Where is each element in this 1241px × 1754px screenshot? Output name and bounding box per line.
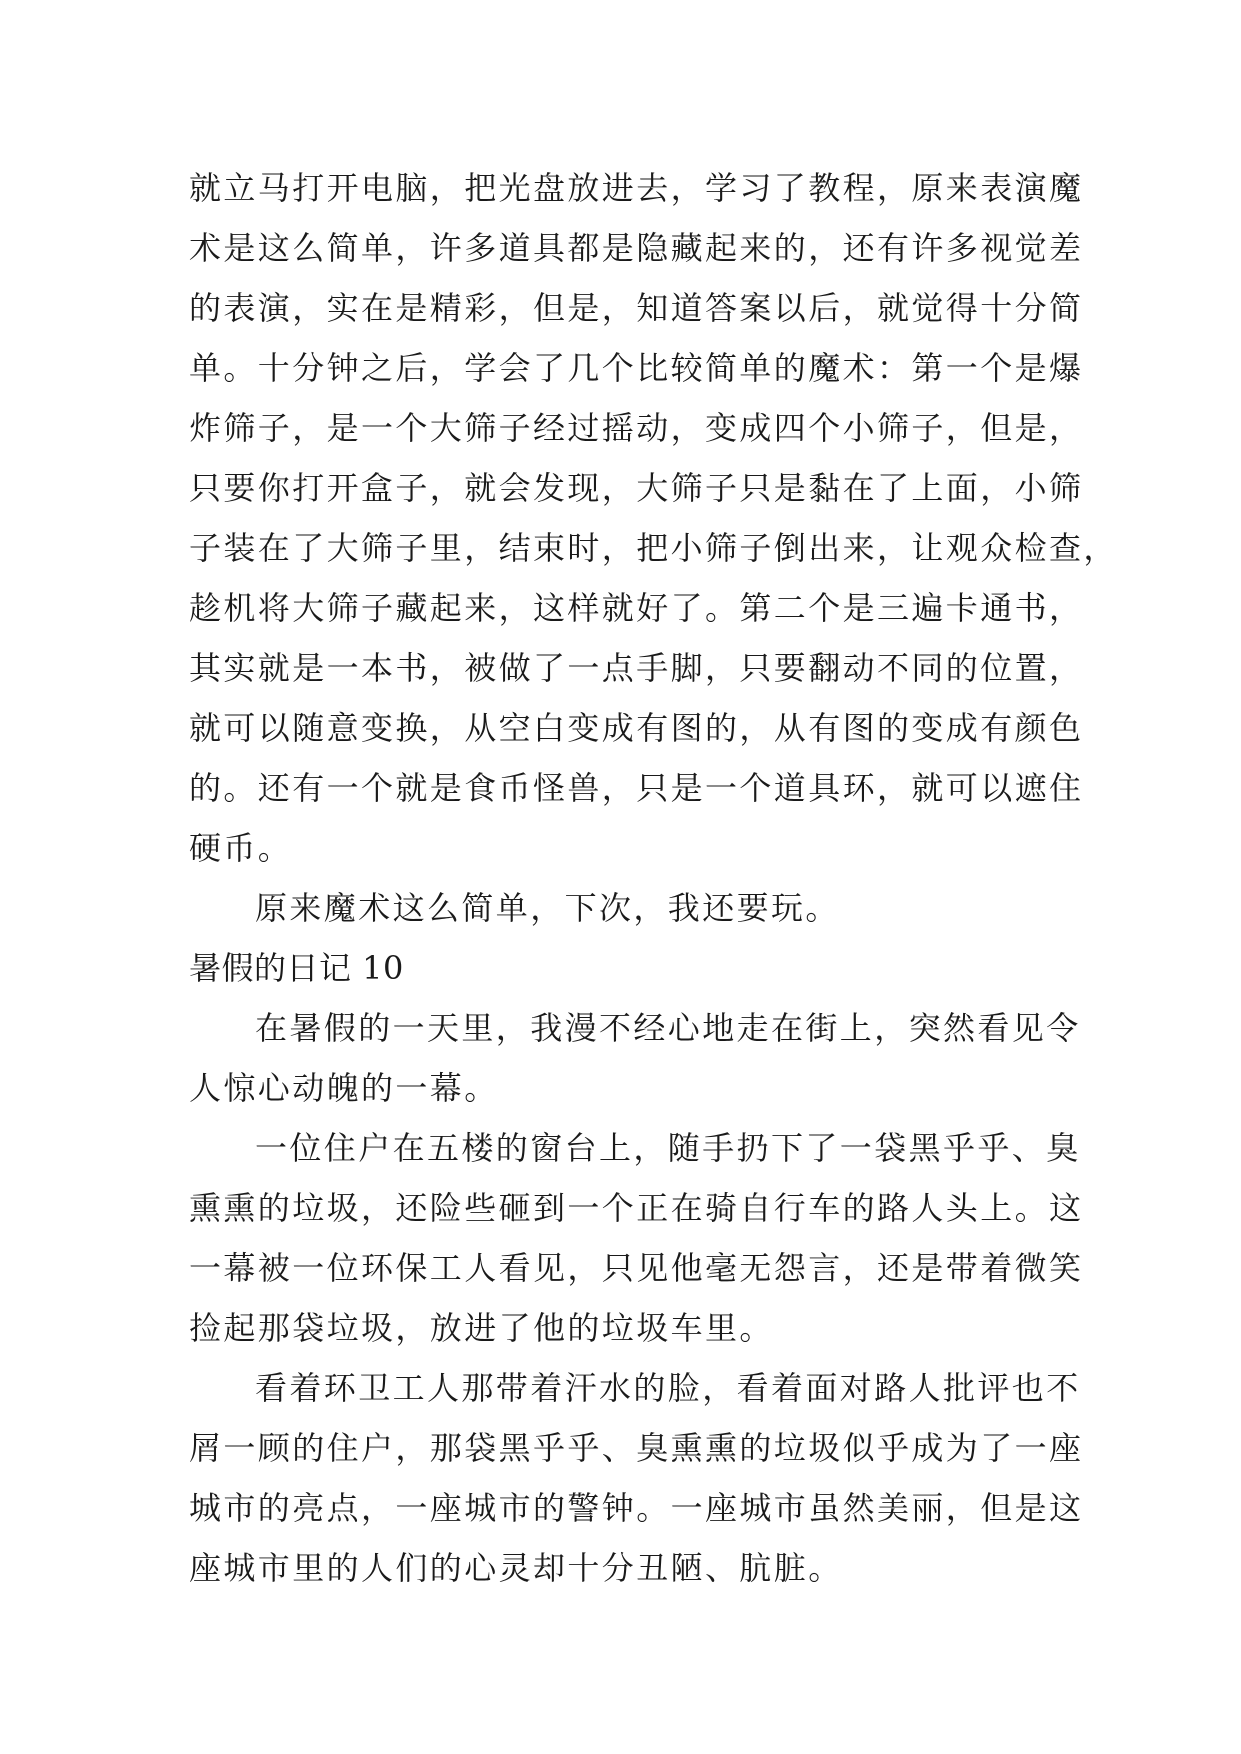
text-line: 的。还有一个就是食币怪兽，只是一个道具环，就可以遮住 [189, 769, 1084, 807]
text-line: 座城市里的人们的心灵却十分丑陋、肮脏。 [189, 1549, 843, 1587]
text-line: 术是这么简单，许多道具都是隐藏起来的，还有许多视觉差 [189, 229, 1084, 267]
text-line: 就可以随意变换，从空白变成有图的，从有图的变成有颜色 [189, 709, 1084, 747]
text-line: 熏熏的垃圾，还险些砸到一个正在骑自行车的路人头上。这 [189, 1189, 1084, 1227]
text-line: 硬币。 [189, 829, 293, 867]
paragraph-reflection [189, 1358, 1084, 1598]
text-line: 其实就是一本书，被做了一点手脚，只要翻动不同的位置， [189, 649, 1084, 687]
text-line: 趁机将大筛子藏起来，这样就好了。第二个是三遍卡通书， [189, 589, 1084, 627]
paragraph-street-scene [189, 998, 1081, 1118]
text-line: 子装在了大筛子里，结束时，把小筛子倒出来，让观众检查， [189, 529, 1118, 567]
text-line: 捡起那袋垃圾，放进了他的垃圾车里。 [189, 1309, 774, 1347]
paragraph-conclusion [189, 878, 1069, 938]
text-line: 只要你打开盒子，就会发现，大筛子只是黏在了上面，小筛 [189, 469, 1084, 507]
text-line: 单。十分钟之后，学会了几个比较简单的魔术：第一个是爆 [189, 349, 1084, 387]
paragraph-magic-tutorial [189, 158, 1118, 878]
document-body [189, 158, 1118, 1598]
text-line: 炸筛子，是一个大筛子经过摇动，变成四个小筛子，但是， [189, 409, 1084, 447]
text-line: 人惊心动魄的一幕。 [189, 1069, 499, 1107]
section-heading: 暑假的日记 10 [189, 949, 404, 987]
text-line: 屑一顾的住户，那袋黑乎乎、臭熏熏的垃圾似乎成为了一座 [189, 1429, 1084, 1467]
diary-heading [189, 938, 1069, 998]
text-line: 的表演，实在是精彩，但是，知道答案以后，就觉得十分简 [189, 289, 1084, 327]
text-line: 就立马打开电脑，把光盘放进去，学习了教程，原来表演魔 [189, 169, 1084, 207]
text-line: 一位住户在五楼的窗台上，随手扔下了一袋黑乎乎、臭 [255, 1129, 1081, 1167]
text-line: 在暑假的一天里，我漫不经心地走在街上，突然看见令 [255, 1009, 1081, 1047]
text-line: 一幕被一位环保工人看见，只见他毫无怨言，还是带着微笑 [189, 1249, 1084, 1287]
text-line: 城市的亮点，一座城市的警钟。一座城市虽然美丽，但是这 [189, 1489, 1084, 1527]
paragraph-garbage-incident [189, 1118, 1084, 1358]
text-line: 看着环卫工人那带着汗水的脸，看着面对路人批评也不 [255, 1369, 1081, 1407]
text-line: 原来魔术这么简单，下次，我还要玩。 [255, 889, 840, 927]
